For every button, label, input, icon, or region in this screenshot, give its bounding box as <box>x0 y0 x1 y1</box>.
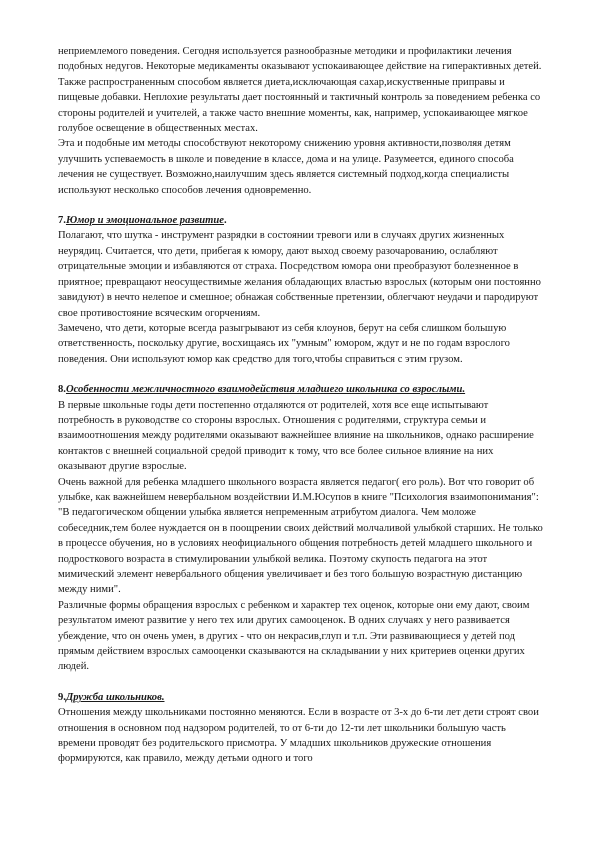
section-8-heading <box>58 382 544 397</box>
section-8-paragraph-1: В первые школьные годы дети постепенно отдаляются от родителей, хотя все еще испытывают потребность в руководстве со стороны взрослых. Отношения с родителями, структура семьи и взаимоотношения между родителями оказывают важнейшее влияние на школьников, однако расширение контактов с внешней социальной средой приводит к тому, что все более сильное влияние на них оказывают другие взрослые. <box>58 399 534 473</box>
section-7-paragraph-2: Замечено, что дети, которые всегда разыгрывают из себя клоунов, берут на себя слишком большую ответственность, поскольку другие, восхищаясь их "умным" юмором, ждут и не по годам взрослого поведения. Они используют юмор как средство для того,чтобы справиться с этим грузом. <box>58 322 510 365</box>
section-7-number: 7. <box>58 215 66 227</box>
section-9-number: 9. <box>58 691 66 703</box>
intro-paragraph-1: неприемлемого поведения. Сегодня используется разнообразные методики и профилактики лечения подобных недугов. Некоторые медикаменты оказывают успокаивающее действие на гиперактивных детей. Также распространенным способом является диета,исключающая сахар,искуственные приправы и пищевые добавки. Неплохие результаты дает постоянный и тактичный контроль за поведением ребенка со стороны родителей и учителей, а также часто внешние моменты, как, например, успокаивающее мягкое голубое освещение в общественных местах. <box>58 46 542 135</box>
section-8-paragraph-2: Очень важной для ребенка младшего школьного возраста является педагог( его роль). Вот что говорит об улыбке, как важнейшем невербальном воздействии И.М.Юсупов в книге "Психология взаимопонимания": "В педагогическом общении улыбка является непременным атрибутом диалога. Чем моложе собеседник,тем более нуждается он в поощрении своих действий молчаливой улыбкой старших. Не только в процессе обучения, но в условиях неофициального общения потребность детей младшего школьного и подросткового возраста в стимулировании улыбкой велика. Поэтому скупость педагога на этот мимический элемент невербального общения увеличивает и без того большую возрастную дистанцию между ними". <box>58 476 543 596</box>
section-8-paragraph-3: Различные формы обращения взрослых с ребенком и характер тех оценок, которые они ему дают, своим результатом имеют развитие у него тех или других самооценок. В одних случаях у него развивается убеждение, что он очень умен, в других - что он некрасив,глуп и т.п. Эти развивающиеся у детей под прямым действием взрослых самооценки сказываются на складывании у них критериев оценки других людей. <box>58 599 530 673</box>
section-8-number: 8. <box>58 384 66 396</box>
section-9-paragraph-1: Отношения между школьниками постоянно меняются. Если в возрасте от 3-х до 6-ти лет дети строят свои отношения в основном под надзором родителей, то от 6-ти до 12-ти лет школьники большую часть времени проводят без родительского присмотра. У младших школьников дружеские отношения формируются, как правило, между детьми одного и того <box>58 707 539 765</box>
section-7-paragraph-1: Полагают, что шутка - инструмент разрядки в состоянии тревоги или в случаях других жизненных неурядиц. Считается, что дети, прибегая к юмору, дают выход своему разочарованию, ослабляют отрицательные эмоции и избавляются от страха. Посредством юмора они преобразуют болезненное в приятное; превращают неосуществимые желания обладающих властью взрослых (которым они постоянно завидуют) в нечто нелепое и смешное; обнажая собственные претензии, облегчают неудачи и пародируют свое противостояние всяческим огорчениям. <box>58 230 541 319</box>
section-9-title: Дружба школьников. <box>65 691 165 703</box>
section-8-title: Особенности межличностного взаимодействия младшего школьника со взрослыми. <box>65 384 466 396</box>
section-9-heading <box>58 690 544 705</box>
section-7-title-suffix: . <box>223 215 227 227</box>
section-7-heading <box>58 213 544 228</box>
document-page <box>58 44 544 767</box>
intro-paragraph-2: Эта и подобные им методы способствуют некоторому снижению уровня активности,позволяя детям улучшить успеваемость в школе и поведение в классе, дома и на улице. Разумеется, единого способа лечения не существует. Возможно,наилучшим здесь является системный подход,когда специалисты используют несколько способов лечения одновременно. <box>58 138 514 196</box>
section-7-title: Юмор и эмоциональное развитие <box>65 215 224 227</box>
